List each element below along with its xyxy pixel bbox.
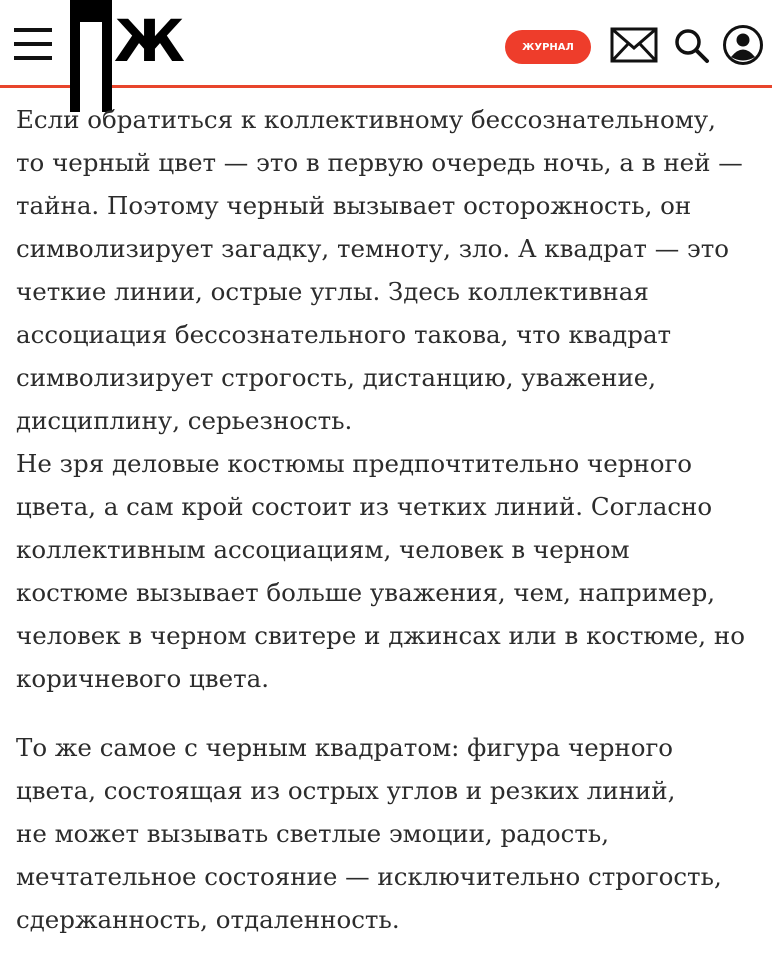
text-line: мечтательное состояние — исключительно строгость, [16, 862, 722, 891]
text-line: четкие линии, острые углы. Здесь коллективная [16, 277, 649, 306]
text-line: костюме вызывает больше уважения, чем, например, [16, 578, 716, 607]
text-line: коллективным ассоциациям, человек в черном [16, 535, 630, 564]
text-line: цвета, состоящая из острых углов и резких линий, [16, 776, 676, 805]
menu-icon[interactable] [14, 26, 52, 62]
menu-icon-bar [14, 42, 52, 46]
top-nav-bar [0, 0, 772, 88]
logo-zh-mark: Ж [114, 7, 183, 75]
article-paragraph [16, 726, 761, 941]
article-paragraph [16, 442, 761, 700]
menu-icon-bar [14, 28, 52, 32]
mail-icon[interactable] [610, 27, 658, 63]
article-paragraph [16, 98, 761, 442]
text-line: символизирует строгость, дистанцию, уважение, [16, 363, 657, 392]
site-logo[interactable] [70, 0, 183, 112]
user-icon[interactable] [722, 24, 764, 66]
text-line: не может вызывать светлые эмоции, радость, [16, 819, 610, 848]
text-line: То же самое с черным квадратом: фигура черного [16, 733, 674, 762]
text-line: коричневого цвета. [16, 664, 270, 693]
article-body [16, 98, 761, 941]
text-line: тайна. Поэтому черный вызывает осторожность, он [16, 191, 692, 220]
text-line: символизирует загадку, темноту, зло. А квадрат — это [16, 234, 730, 263]
text-line: цвета, а сам крой состоит из четких линий. Согласно [16, 492, 713, 521]
text-line: дисциплину, серьезность. [16, 406, 353, 435]
logo-p-mark [70, 0, 112, 112]
text-line: сдержанность, отдаленность. [16, 905, 400, 934]
search-icon[interactable] [674, 28, 710, 64]
menu-icon-bar [14, 56, 52, 60]
text-line: Если обратиться к коллективному бессознательному, [16, 105, 716, 134]
text-line: то черный цвет — это в первую очередь ночь, а в ней — [16, 148, 743, 177]
text-line: человек в черном свитере и джинсах или в костюме, но [16, 621, 745, 650]
text-line: ассоциация бессознательного такова, что квадрат [16, 320, 672, 349]
text-line: Не зря деловые костюмы предпочтительно черного [16, 449, 693, 478]
journal-button[interactable]: ЖУРНАЛ [505, 30, 591, 64]
